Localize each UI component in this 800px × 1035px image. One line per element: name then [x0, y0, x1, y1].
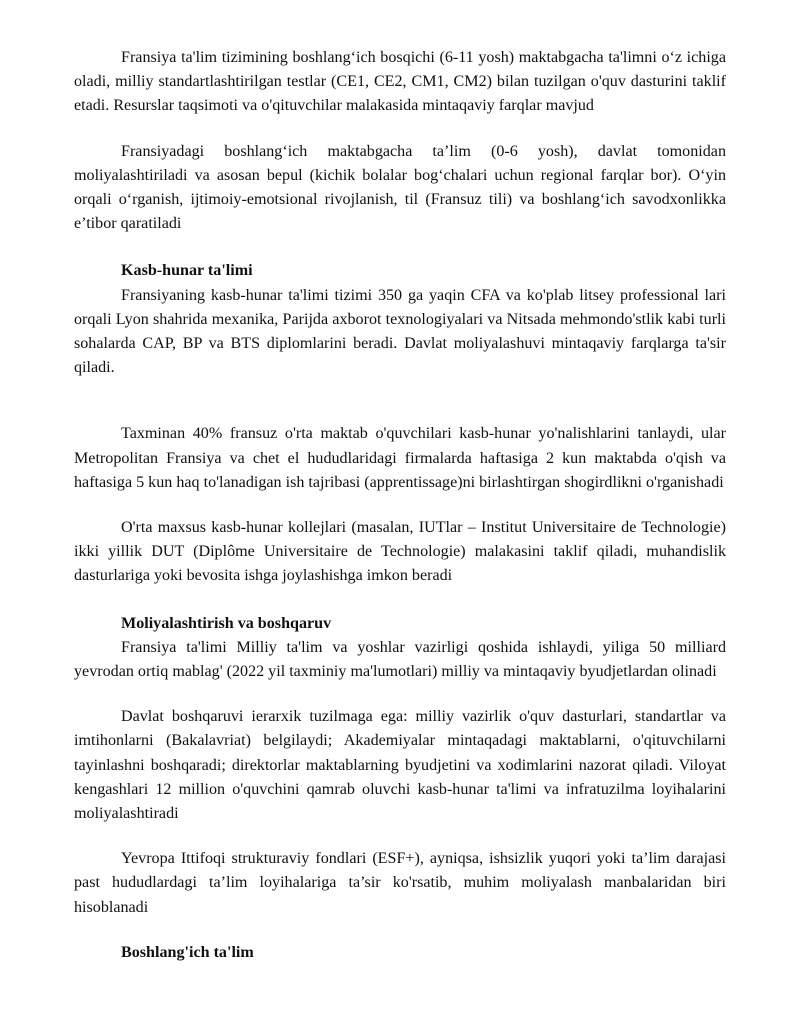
funding-paragraph-3: Yevropa Ittifoqi strukturaviy fondlari (ESF+), ayniqsa, ishsizlik yuqori yoki ta’lim darajasi past hududlardagi ta’lim loyihalariga ta’sir ko'rsatib, muhim moliyalash manbalaridan biri hisoblanadi [74, 850, 726, 916]
funding-paragraph-1: Fransiya ta'limi Milliy ta'lim va yoshlar vazirligi qoshida ishlaydi, yiliga 50 milliard yevrodan ortiq mablag' (2022 yil taxminiy ma'lumotlari) milliy va mintaqaviy byudjetlardan olinadi [74, 638, 726, 681]
primary-education-heading: Boshlang'ich ta'lim [121, 943, 254, 961]
vocational-paragraph-3: O'rta maxsus kasb-hunar kollejlari (masalan, IUTlar – Institut Universitaire de Technologie) ikki yillik DUT (Diplôme Universitaire de Technologie) malakasini taklif qiladi, muhandislik dasturlariga yoki bevosita ishga joylashishga imkon beradi [74, 519, 726, 585]
vocational-heading: Kasb-hunar ta'limi [121, 262, 253, 280]
funding-heading: Moliyalashtirish va boshqaruv [121, 614, 332, 632]
funding-paragraph-2: Davlat boshqaruvi ierarxik tuzilmaga ega: milliy vazirlik o'quv dasturlari, standartlar va imtihonlarni (Bakalavriat) belgilaydi; Akademiyalar mintaqadagi maktablarni, o'qituvchilarni tayinlashni boshqaradi; direktorlar maktablarning byudjetini va xodimlarini nazorat qiladi. Viloyat kengashlari 12 million o'quvchini qamrab oluvchi kasb-hunar ta'limi va infratuzilma loyihalarini moliyalashtiradi [74, 708, 726, 823]
intro-paragraph-1: Fransiya ta'lim tizimining boshlang‘ich bosqichi (6-11 yosh) maktabgacha ta'limni o‘z ichiga oladi, milliy standartlashtirilgan testlar (CE1, CE2, CM1, CM2) bilan tuzilgan o'quv dasturini taklif etadi. Resurslar taqsimoti va o'qituvchilar malakasida mintaqaviy farqlar mavjud [74, 49, 726, 115]
vocational-paragraph-1: Fransiyaning kasb-hunar ta'limi tizimi 350 ga yaqin CFA va ko'plab litsey professional lari orqali Lyon shahrida mexanika, Parijda axborot texnologiyalari va Nitsada mehmondo'stlik kabi turli sohalarda CAP, BP va BTS diplomlarini beradi. Davlat moliyalashuvi mintaqaviy farqlarga ta'sir qiladi. [74, 286, 726, 377]
vocational-paragraph-2: Taxminan 40% fransuz o'rta maktab o'quvchilari kasb-hunar yo'nalishlarini tanlaydi, ular Metropolitan Fransiya va chet el hududlaridagi firmalarda haftasiga 2 kun maktabda o'qish va haftasiga 5 kun haq to'lanadigan ish tajribasi (apprentissage)ni birlashtirgan shogirdlikni o'rganishadi [74, 425, 726, 491]
intro-paragraph-2: Fransiyadagi boshlang‘ich maktabgacha ta’lim (0-6 yosh), davlat tomonidan moliyalashtiriladi va asosan bepul (kichik bolalar bog‘chalari uchun regional farqlar bor). O‘yin orqali o‘rganish, ijtimoiy-emotsional rivojlanish, til (Fransuz tili) va boshlang‘ich savodxonlikka e’tibor qaratiladi [74, 142, 726, 233]
